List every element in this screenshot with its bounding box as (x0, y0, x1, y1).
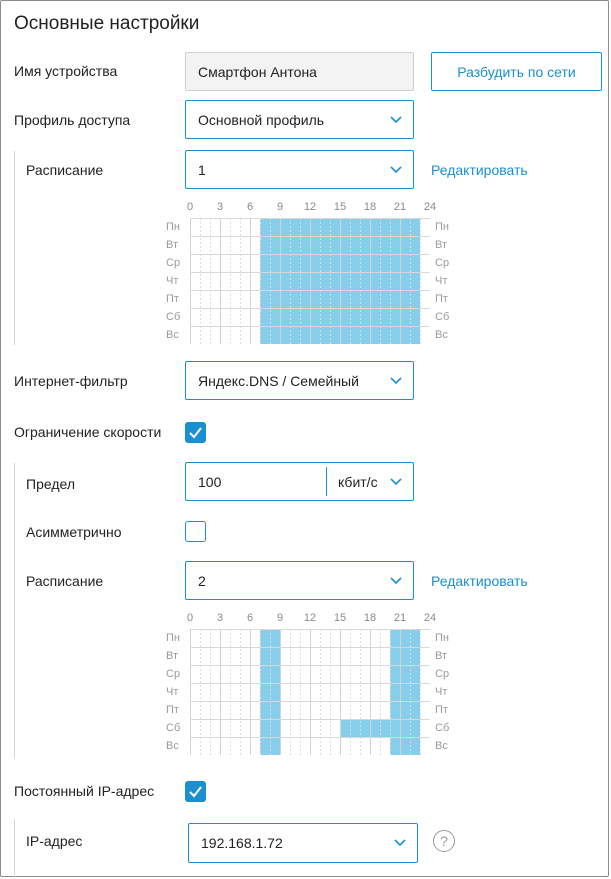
day-label: Сб (166, 722, 181, 734)
hour-label: 3 (216, 612, 224, 624)
check-icon (185, 422, 206, 443)
hour-label: 15 (333, 201, 347, 213)
hour-label: 0 (186, 201, 194, 213)
help-icon[interactable]: ? (433, 830, 455, 852)
schedule1-grid[interactable] (190, 218, 430, 344)
hour-label: 6 (246, 201, 254, 213)
speed-limit-label: Ограничение скорости (14, 424, 162, 440)
ip-address-select[interactable] (188, 823, 418, 863)
day-label: Сб (435, 722, 450, 734)
limit-field[interactable] (185, 462, 414, 501)
wake-on-lan-button[interactable]: Разбудить по сети (431, 52, 602, 91)
static-ip-label: Постоянный IP-адрес (14, 783, 155, 799)
device-name-field[interactable] (185, 52, 414, 91)
schedule-active-block[interactable] (390, 665, 420, 683)
schedule-active-block[interactable] (390, 629, 420, 647)
schedule2-grid[interactable] (190, 629, 430, 755)
unit-separator (326, 467, 327, 496)
static-ip-group-line (14, 819, 15, 877)
day-label: Ср (435, 668, 450, 680)
day-label: Пт (435, 704, 448, 716)
schedule1-value: 1 (198, 161, 206, 178)
day-label: Ср (435, 257, 450, 269)
chevron-down-icon (389, 575, 403, 585)
schedule-active-block[interactable] (390, 737, 420, 755)
day-label: Чт (435, 686, 448, 698)
access-profile-value: Основной профиль (198, 111, 325, 128)
device-name-label: Имя устройства (14, 63, 118, 79)
day-label: Вт (435, 239, 448, 251)
hour-label: 0 (186, 612, 194, 624)
schedule2-day-labels-right (435, 629, 455, 755)
ip-address-value[interactable]: 192.168.1.72 (201, 835, 283, 851)
day-label: Пт (166, 293, 179, 305)
schedule1-day-labels-right (435, 218, 455, 344)
day-label: Вт (166, 239, 179, 251)
schedule2-value: 2 (198, 572, 206, 589)
chevron-down-icon (389, 476, 403, 486)
schedule1-select[interactable] (185, 150, 414, 189)
schedule2-label: Расписание (26, 573, 104, 589)
schedule1-day-labels-left (166, 218, 186, 344)
day-label: Сб (166, 311, 181, 323)
schedule2-edit-link[interactable]: Редактировать (431, 573, 528, 589)
hour-label: 9 (276, 612, 284, 624)
speed-limit-checkbox[interactable] (185, 422, 206, 443)
hour-label: 21 (393, 612, 407, 624)
hour-label: 6 (246, 612, 254, 624)
static-ip-checkbox[interactable] (185, 781, 206, 802)
limit-label: Предел (26, 476, 75, 492)
chevron-down-icon (393, 837, 407, 847)
hour-label: 24 (423, 201, 437, 213)
asymmetric-checkbox[interactable] (185, 521, 206, 542)
limit-value[interactable]: 100 (198, 473, 222, 490)
check-icon (185, 781, 206, 802)
hour-label: 9 (276, 201, 284, 213)
schedule-active-block[interactable] (390, 683, 420, 701)
day-label: Вс (435, 329, 448, 341)
hour-label: 21 (393, 201, 407, 213)
day-label: Вс (166, 740, 179, 752)
device-name-value: Смартфон Антона (198, 63, 317, 80)
day-label: Пт (435, 293, 448, 305)
schedule1-label: Расписание (26, 162, 104, 178)
hour-label: 18 (363, 612, 377, 624)
schedule1-group-line (14, 151, 15, 345)
day-label: Вт (166, 650, 179, 662)
day-label: Пн (166, 221, 180, 233)
day-label: Чт (166, 686, 179, 698)
day-label: Ср (166, 257, 181, 269)
day-label: Чт (435, 275, 448, 287)
day-label: Пт (166, 704, 179, 716)
schedule1-hour-axis (186, 201, 437, 213)
schedule-active-block[interactable] (390, 701, 420, 719)
day-label: Сб (435, 311, 450, 323)
speed-limit-group-line (14, 463, 15, 758)
schedule2-day-labels-left (166, 629, 186, 755)
day-label: Ср (166, 668, 181, 680)
hour-label: 3 (216, 201, 224, 213)
asymmetric-label: Асимметрично (26, 524, 122, 540)
schedule-active-block[interactable] (390, 647, 420, 665)
internet-filter-value: Яндекс.DNS / Семейный (198, 372, 359, 389)
limit-unit[interactable]: кбит/с (338, 474, 378, 490)
schedule2-select[interactable] (185, 561, 414, 600)
internet-filter-select[interactable] (185, 361, 414, 400)
day-label: Вс (435, 740, 448, 752)
page-title: Основные настройки (14, 13, 200, 34)
access-profile-label: Профиль доступа (14, 112, 131, 128)
chevron-down-icon (389, 164, 403, 174)
hour-label: 18 (363, 201, 377, 213)
day-label: Пн (435, 221, 449, 233)
day-label: Вс (166, 329, 179, 341)
day-label: Пн (435, 632, 449, 644)
chevron-down-icon (389, 375, 403, 385)
schedule1-edit-link[interactable]: Редактировать (431, 162, 528, 178)
hour-label: 12 (303, 201, 317, 213)
ip-address-label: IP-адрес (26, 833, 83, 849)
schedule2-hour-axis (186, 612, 437, 624)
day-label: Вт (435, 650, 448, 662)
day-label: Пн (166, 632, 180, 644)
day-label: Чт (166, 275, 179, 287)
internet-filter-label: Интернет-фильтр (14, 373, 128, 389)
hour-label: 15 (333, 612, 347, 624)
hour-label: 24 (423, 612, 437, 624)
hour-label: 12 (303, 612, 317, 624)
chevron-down-icon (389, 114, 403, 124)
access-profile-select[interactable] (185, 100, 414, 139)
